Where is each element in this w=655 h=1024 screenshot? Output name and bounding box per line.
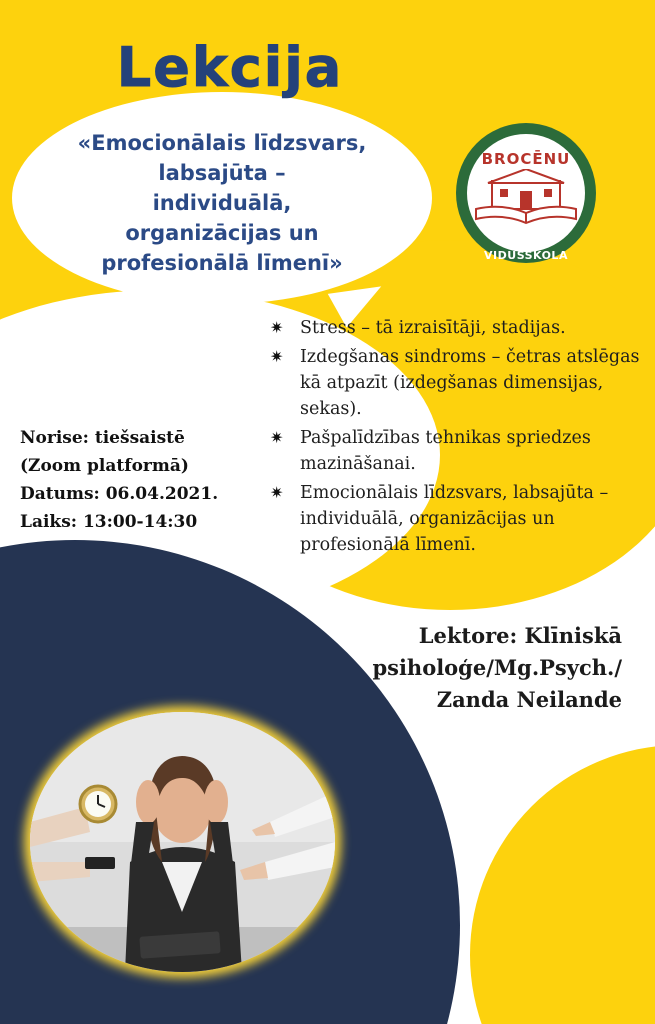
lecturer-line: Lektore: Klīniskā [418,623,622,648]
list-item-text: Emocionālais līdzsvars, labsajūta – individuālā, organizācijas un profesionālā līmenī. [300,483,609,555]
list-item-text: Stress – tā izraisītāji, stadijas. [300,318,566,338]
subtitle-line: organizācijas un [125,221,319,245]
list-item-text: Pašpalīdzības tehnikas spriedzes mazināšanai. [300,428,591,474]
list-item [270,425,650,477]
event-details [20,424,250,536]
event-format: Norise: tiešsaistē [20,428,185,448]
subtitle-line: «Emocionālais līdzsvars, [77,131,367,155]
list-item [270,315,650,341]
lecturer-info [355,620,622,716]
logo-top-text: BROCĒNU [481,150,571,168]
star-bullet-icon: ✷ [270,318,284,337]
page-title: Lekcija [116,36,344,99]
subtitle-line: individuālā, [152,191,292,215]
star-bullet-icon: ✷ [270,483,284,502]
stress-illustration [30,712,335,972]
logo-bottom-text: VIDUSSKOLA [484,249,568,262]
event-date: Datums: 06.04.2021. [20,484,219,504]
event-time: Laiks: 13:00-14:30 [20,512,198,532]
yellow-circle-bottom [470,745,655,1024]
list-item-text: Izdegšanas sindroms – četras atslēgas kā atpazīt (izdegšanas dimensijas, sekas). [300,347,640,419]
lecturer-line: Zanda Neilande [436,687,622,712]
subtitle-line: profesionālā līmenī» [101,251,343,275]
lecturer-line: psiholoģe/Mg.Psych./ [372,655,622,680]
event-platform: (Zoom platformā) [20,456,189,476]
star-bullet-icon: ✷ [270,428,284,447]
school-building-icon [472,169,580,229]
topic-list [270,315,650,561]
list-item [270,344,650,422]
star-bullet-icon: ✷ [270,347,284,366]
lecture-subtitle [62,128,382,278]
school-logo [456,123,596,263]
list-item [270,480,650,558]
stressed-woman-photo [30,712,335,972]
subtitle-line: labsajūta – [158,161,286,185]
